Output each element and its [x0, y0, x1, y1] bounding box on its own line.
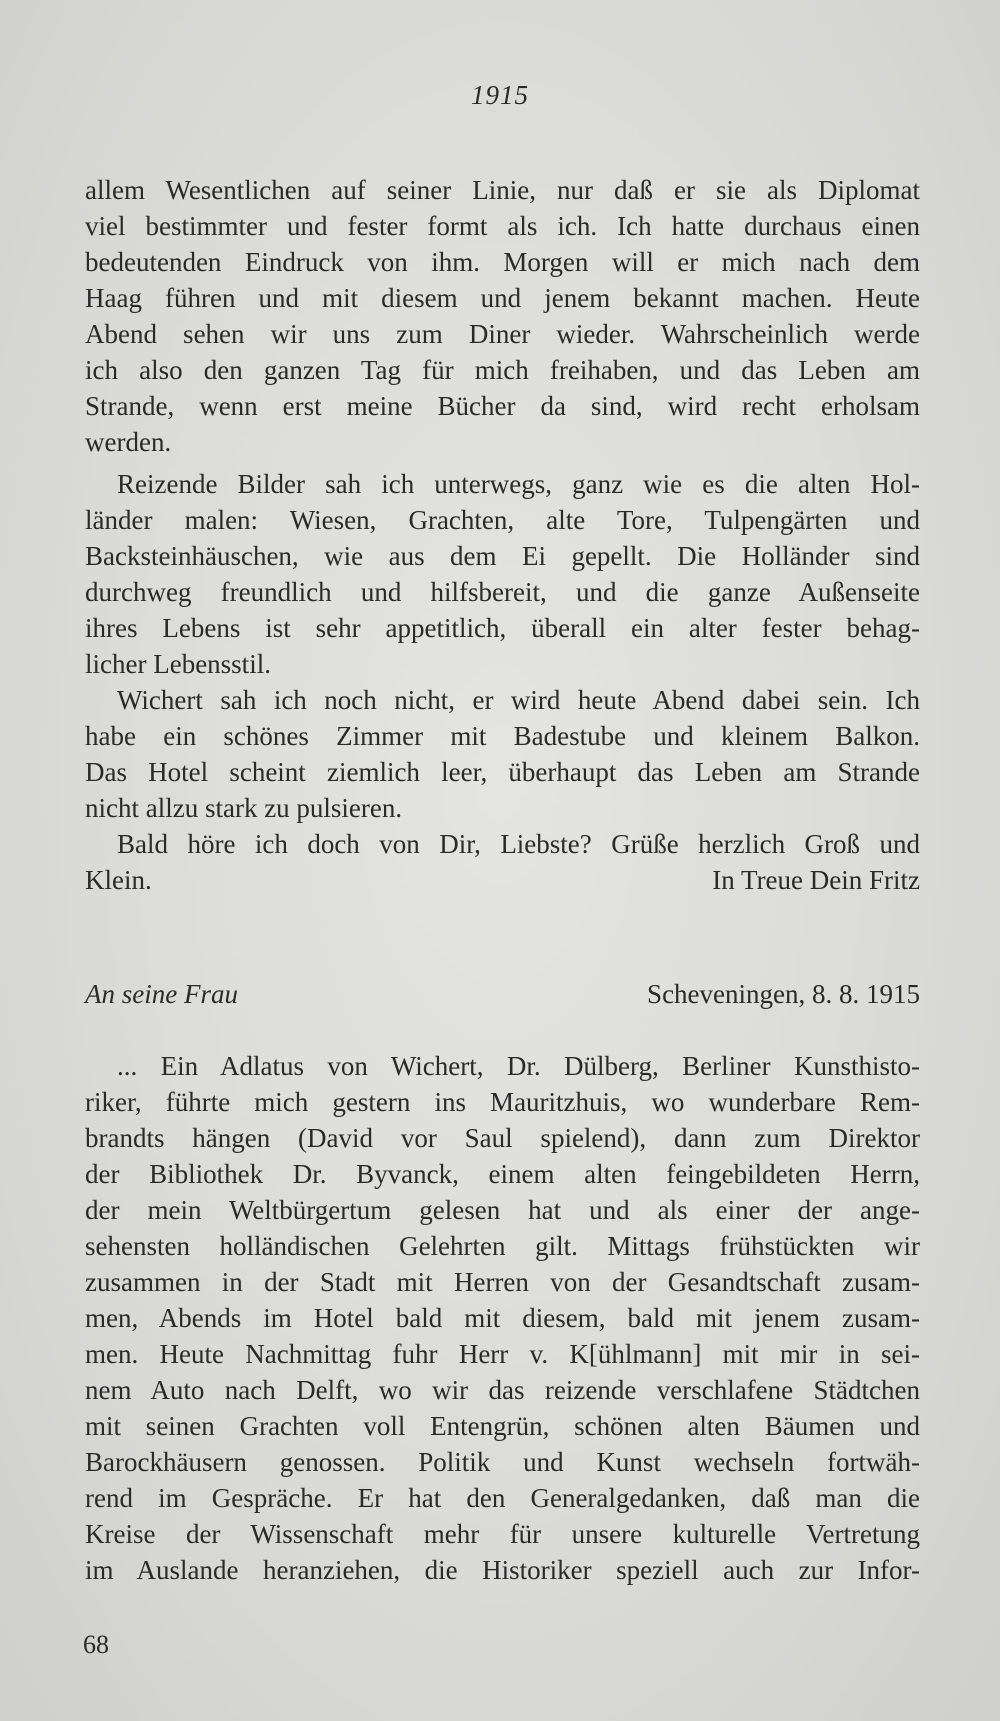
text-line: mit seinen Grachten voll Entengrün, schönen alten Bäumen und	[85, 1411, 920, 1441]
letter-place-date: Scheveningen, 8. 8. 1915	[647, 979, 920, 1009]
text-line: Bald höre ich doch von Dir, Liebste? Grüße herzlich Groß und	[117, 829, 920, 859]
text-line: viel bestimmter und fester formt als ich. Ich hatte durchaus einen	[85, 211, 920, 241]
text-line: Reizende Bilder sah ich unterwegs, ganz wie es die alten Hol-	[117, 469, 920, 499]
letter-heading	[85, 976, 920, 1012]
page-number: 68	[83, 1630, 109, 1659]
text-line: länder malen: Wiesen, Grachten, alte Tore, Tulpengärten und	[85, 505, 920, 535]
text-line: Wichert sah ich noch nicht, er wird heute Abend dabei sein. Ich	[117, 685, 920, 715]
text-line: Strande, wenn erst meine Bücher da sind, wird recht erholsam	[85, 391, 920, 421]
letter-body	[85, 1048, 920, 1588]
text-line: Barockhäusern genossen. Politik und Kunst wechseln fortwäh-	[85, 1447, 920, 1477]
text-line: Kreise der Wissenschaft mehr für unsere kulturelle Vertretung	[85, 1519, 920, 1549]
text-line: habe ein schönes Zimmer mit Badestube und kleinem Balkon.	[85, 721, 920, 751]
closing-word: Klein.	[85, 865, 152, 895]
text-line: zusammen in der Stadt mit Herren von der Gesandtschaft zusam-	[85, 1267, 920, 1297]
text-line: brandts hängen (David vor Saul spielend), dann zum Direktor	[85, 1123, 920, 1153]
text-line: men. Heute Nachmittag fuhr Herr v. K[ühlmann] mit mir in sei-	[85, 1339, 920, 1369]
text-line: werden.	[85, 427, 172, 457]
paragraph-3	[85, 682, 920, 826]
text-line: Haag führen und mit diesem und jenem bekannt machen. Heute	[85, 283, 920, 313]
text-line: Backsteinhäuschen, wie aus dem Ei gepellt. Die Holländer sind	[85, 541, 920, 571]
text-line: der mein Weltbürgertum gelesen hat und als einer der ange-	[85, 1195, 920, 1225]
text-line: men, Abends im Hotel bald mit diesem, bald mit jenem zusam-	[85, 1303, 920, 1333]
paragraph-1	[85, 172, 920, 460]
text-line: Abend sehen wir uns zum Diner wieder. Wahrscheinlich werde	[85, 319, 920, 349]
letter-recipient: An seine Frau	[85, 979, 238, 1009]
text-line: sehensten holländischen Gelehrten gilt. Mittags frühstückten wir	[85, 1231, 920, 1261]
text-line: ... Ein Adlatus von Wichert, Dr. Dülberg, Berliner Kunsthisto-	[117, 1051, 920, 1081]
signature: In Treue Dein Fritz	[712, 865, 920, 895]
text-line: nicht allzu stark zu pulsieren.	[85, 793, 403, 823]
text-line: licher Lebensstil.	[85, 649, 271, 679]
text-line: allem Wesentlichen auf seiner Linie, nur daß er sie als Diplomat	[85, 175, 920, 205]
text-line: im Auslande heranziehen, die Historiker speziell auch zur Infor-	[85, 1555, 920, 1585]
text-line: rend im Gespräche. Er hat den Generalgedanken, daß man die	[85, 1483, 920, 1513]
running-header-year: 1915	[471, 80, 529, 110]
text-line: riker, führte mich gestern ins Mauritzhuis, wo wunderbare Rem-	[85, 1087, 920, 1117]
paragraph-2	[85, 466, 920, 682]
text-line: durchweg freundlich und hilfsbereit, und die ganze Außenseite	[85, 577, 920, 607]
text-line: bedeutenden Eindruck von ihm. Morgen will er mich nach dem	[85, 247, 920, 277]
text-line: Das Hotel scheint ziemlich leer, überhaupt das Leben am Strande	[85, 757, 920, 787]
text-line: nem Auto nach Delft, wo wir das reizende verschlafene Städtchen	[85, 1375, 920, 1405]
text-line: ich also den ganzen Tag für mich freihaben, und das Leben am	[85, 355, 920, 385]
paragraph-4	[85, 826, 920, 898]
text-line: der Bibliothek Dr. Byvanck, einem alten feingebildeten Herrn,	[85, 1159, 920, 1189]
closing-line	[85, 862, 920, 898]
text-line: ihres Lebens ist sehr appetitlich, überall ein alter fester behag-	[85, 613, 920, 643]
